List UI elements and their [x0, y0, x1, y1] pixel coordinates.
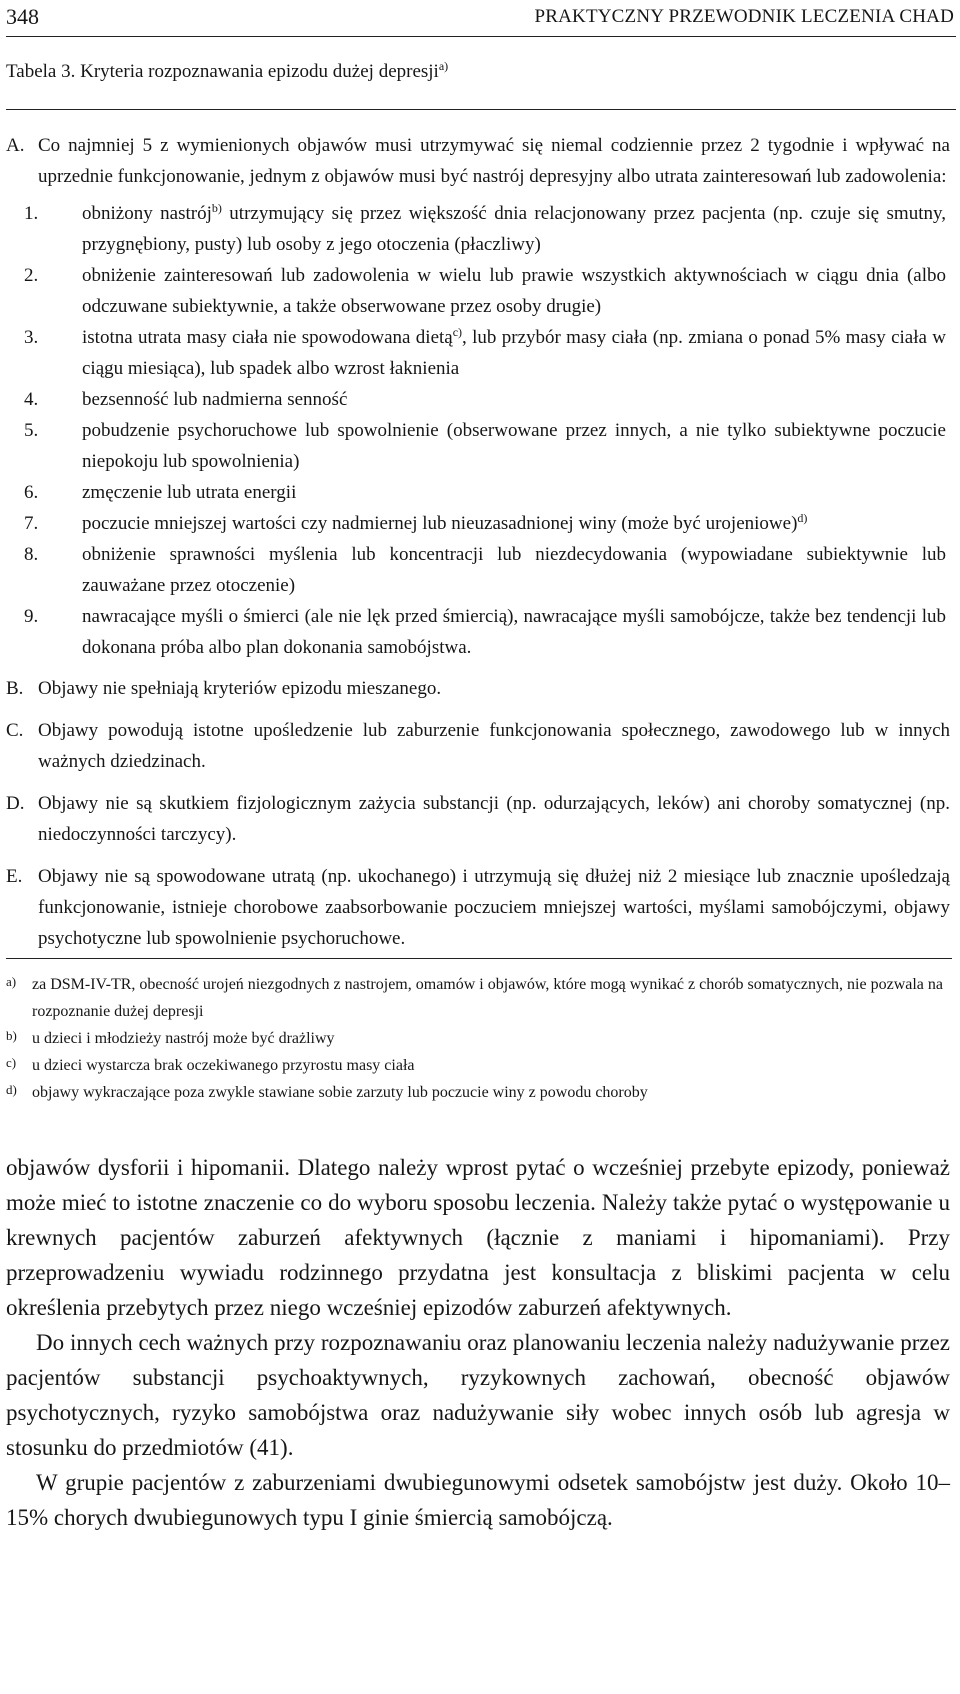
footnote-text: objawy wykraczające poza zwykle stawiane sobie zarzuty lub poczucie winy z powodu choroby — [32, 1084, 648, 1101]
symptom-text: poczucie mniejszej wartości czy nadmiernej lub nieuzasadnionej winy (może być urojeniowe) — [82, 513, 798, 534]
symptom-text-cont: utrzymujący się przez większość dnia relacjonowany przez pacjenta (np. czuje się smutny, przygnębiony, pusty) lub osoby z jego otoczenia (płaczliwy) — [82, 203, 946, 255]
paragraph: objawów dysforii i hipomanii. Dlatego należy wprost pytać o wcześniej przebyte epizody, ponieważ może mieć to istotne znaczenie co do wyboru sposobu leczenia. Należy także pytać o występowanie u krewnych pacjentów zaburzeń afektywnych (łącznie z maniami i hipomaniami). Przy przeprowadzeniu wywiadu rodzinnego przydatna jest konsultacja z bliskimi pacjenta w celu określenia przebytych przez niego wcześniej epizodów zaburzeń afektywnych. — [6, 1155, 950, 1320]
paragraph: W grupie pacjentów z zaburzeniami dwubiegunowymi odsetek samobójstw jest duży. Około 10–15% chorych dwubiegunowych typu I ginie śmiercią samobójczą. — [6, 1470, 950, 1530]
symptom-text: nawracające myśli o śmierci (ale nie lęk przed śmiercią), nawracające myśli samobójcze, także bez tendencji lub dokonana próba albo plan dokonania samobójstwa. — [82, 606, 946, 658]
criterion-c — [6, 715, 956, 777]
criterion-a-letter: A. — [6, 135, 25, 156]
running-title: PRAKTYCZNY PRZEWODNIK LECZENIA CHAD — [534, 6, 954, 27]
criterion-d-text: Objawy nie są skutkiem fizjologicznym zażycia substancji (np. odurzających, leków) ani choroby somatycznej (np. niedoczynności tarczycy). — [38, 793, 950, 845]
page-number: 348 — [6, 4, 39, 29]
footnote-mark: a) — [6, 974, 17, 989]
table-caption-footnote-ref: a) — [438, 59, 449, 73]
criterion-c-letter: C. — [6, 720, 24, 741]
criterion-b-text: Objawy nie spełniają kryteriów epizodu mieszanego. — [38, 678, 442, 699]
symptom-text: obniżenie zainteresowań lub zadowolenia w wielu lub prawie wszystkich aktywnościach w ciągu dnia (albo odczuwane subiektywnie, a także obserwowane przez osoby drugie) — [82, 265, 946, 317]
symptom-text: obniżenie sprawności myślenia lub koncentracji lub niezdecydowania (wypowiadane subiektywnie lub zauważane przez otoczenie) — [82, 544, 946, 596]
paragraph: Do innych cech ważnych przy rozpoznawaniu oraz planowaniu leczenia należy nadużywanie przez pacjentów substancji psychoaktywnych, ryzykownych zachowań, obecność objawów psychotycznych, ryzyko samobójstwa oraz nadużywanie siły wobec innych osób lub agresja w stosunku do przedmiotów (41). — [6, 1330, 950, 1460]
criterion-a-text: Co najmniej 5 z wymienionych objawów musi utrzymywać się niemal codziennie przez 2 tygodnie i wpływać na uprzednie funkcjonowanie, jednym z objawów musi być nastrój depresyjny albo utrata zainteresowań lub zadowolenia: — [38, 135, 950, 187]
symptom-number: 7. — [24, 513, 39, 534]
symptom-number: 2. — [24, 265, 39, 286]
symptom-number: 1. — [24, 203, 39, 224]
symptom-list — [6, 198, 956, 663]
symptom-item — [6, 415, 946, 477]
footnote — [6, 1025, 946, 1052]
footnote-text: za DSM-IV-TR, obecność urojeń niezgodnych z nastrojem, omamów i objawów, które mogą wynikać z chorób somatycznych, nie pozwala na rozpoznanie dużej depresji — [32, 976, 943, 1020]
criterion-c-text: Objawy powodują istotne upośledzenie lub zaburzenie funkcjonowania społecznego, zawodowego lub w innych ważnych dziedzinach. — [38, 720, 950, 772]
book-page — [6, 0, 956, 1535]
footnote-text: u dzieci i młodzieży nastrój może być drażliwy — [32, 1030, 335, 1047]
running-head — [6, 0, 956, 37]
symptom-text-cont: , lub przybór masy ciała (np. zmiana o ponad 5% masy ciała w ciągu miesiąca), lub spadek albo wzrost łaknienia — [82, 327, 946, 379]
criterion-d — [6, 788, 956, 850]
symptom-item — [6, 260, 946, 322]
symptom-item — [6, 601, 946, 663]
symptom-item — [6, 384, 946, 415]
symptom-item — [6, 198, 946, 260]
criterion-b-letter: B. — [6, 678, 24, 699]
symptom-item — [6, 539, 946, 601]
criterion-d-letter: D. — [6, 793, 25, 814]
symptom-text: obniżony nastrój — [82, 203, 212, 224]
symptom-number: 5. — [24, 420, 39, 441]
footnote-ref: d) — [797, 511, 808, 525]
symptom-text: pobudzenie psychoruchowe lub spowolnienie (obserwowane przez innych, a nie tylko subiektywne poczucie niepokoju lub spowolnienia) — [82, 420, 946, 472]
symptom-text: istotna utrata masy ciała nie spowodowana dietą — [82, 327, 453, 348]
symptom-number: 9. — [24, 606, 39, 627]
symptom-item — [6, 508, 946, 539]
footnote-text: u dzieci wystarcza brak oczekiwanego przyrostu masy ciała — [32, 1057, 415, 1074]
table-caption-text: Tabela 3. Kryteria rozpoznawania epizodu dużej depresji — [6, 61, 439, 82]
symptom-number: 6. — [24, 482, 39, 503]
symptom-item — [6, 477, 946, 508]
symptom-number: 4. — [24, 389, 39, 410]
symptom-text: bezsenność lub nadmierna senność — [82, 389, 348, 410]
table-footnotes — [6, 971, 956, 1106]
criterion-e-text: Objawy nie są spowodowane utratą (np. ukochanego) i utrzymują się dłużej niż 2 miesiące lub znacznie upośledzają funkcjonowanie, istnieje chorobowe zaabsorbowanie poczuciem mniejszej wartości, myślami samobójczymi, objawy psychotyczne lub spowolnienie psychoruchowe. — [38, 866, 950, 949]
table-bottom-rule — [6, 958, 952, 959]
criterion-b — [6, 673, 956, 704]
footnote — [6, 1052, 946, 1079]
symptom-item — [6, 322, 946, 384]
symptom-text: zmęczenie lub utrata energii — [82, 482, 297, 503]
footnote — [6, 1079, 946, 1106]
main-text — [6, 1150, 950, 1535]
criterion-a — [6, 130, 956, 663]
criterion-e — [6, 861, 956, 954]
footnote-ref: c) — [452, 325, 463, 339]
footnote-mark: c) — [6, 1055, 17, 1070]
criterion-e-letter: E. — [6, 866, 23, 887]
footnote-ref: b) — [211, 201, 222, 215]
footnote-mark: b) — [6, 1028, 17, 1043]
footnote — [6, 971, 946, 1025]
symptom-number: 8. — [24, 544, 39, 565]
table-caption — [6, 61, 956, 110]
symptom-number: 3. — [24, 327, 39, 348]
footnote-mark: d) — [6, 1082, 17, 1097]
